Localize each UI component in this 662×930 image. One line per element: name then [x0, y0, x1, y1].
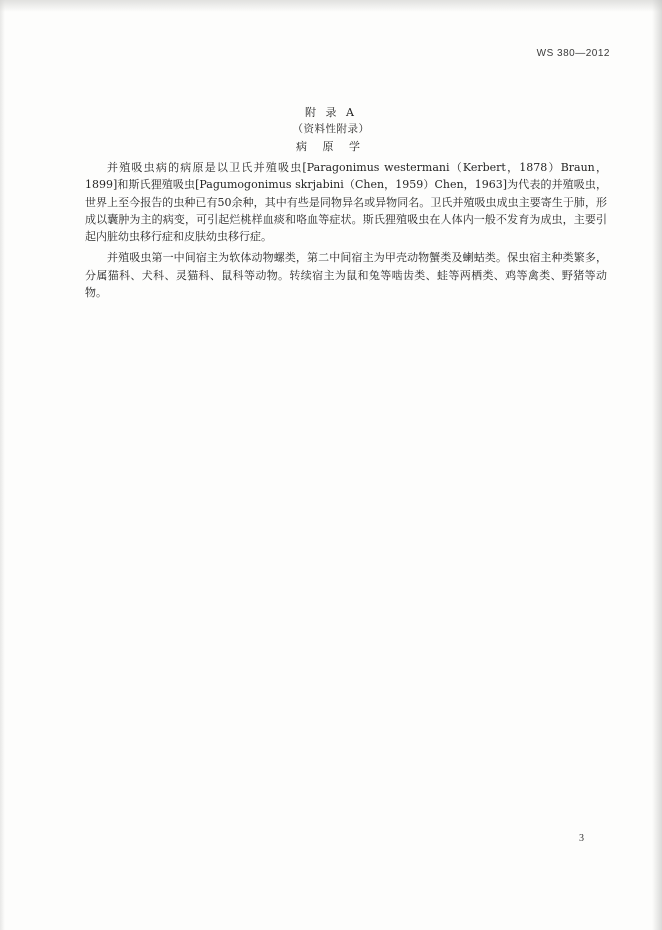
appendix-type: （资料性附录）: [292, 123, 370, 135]
scan-shadow-top: [0, 0, 662, 12]
page-number: 3: [579, 833, 584, 844]
appendix-title-block: [0, 104, 662, 155]
appendix-title: 病 原 学: [296, 140, 366, 153]
appendix-label: 附 录 A: [305, 106, 357, 119]
body-text: [85, 159, 607, 305]
paragraph-pathogen: 并殖吸虫病的病原是以卫氏并殖吸虫[Paragonimus westermani（Kerbert，1878）Braun，1899]和斯氏狸殖吸虫[Pagumogonimus skrjabini（Chen，1959）Chen，1963]为代表的并殖吸虫，世界上至今报告的虫种已有50余种，其中有些是同物异名或异物同名。卫氏并殖吸虫成虫主要寄生于肺，形成以囊肿为主的病变，可引起烂桃样血痰和咯血等症状。斯氏狸殖吸虫在人体内一般不发育为成虫，主要引起内脏幼虫移行症和皮肤幼虫移行症。: [85, 161, 607, 244]
paragraph-hosts: 并殖吸虫第一中间宿主为软体动物螺类，第二中间宿主为甲壳动物蟹类及蝲蛄类。保虫宿主种类繁多，分属猫科、犬科、灵猫科、鼠科等动物。转续宿主为鼠和兔等啮齿类、蛙等两栖类、鸡等禽类、野猪等动物。: [85, 251, 607, 300]
standard-number: WS 380—2012: [536, 48, 610, 59]
